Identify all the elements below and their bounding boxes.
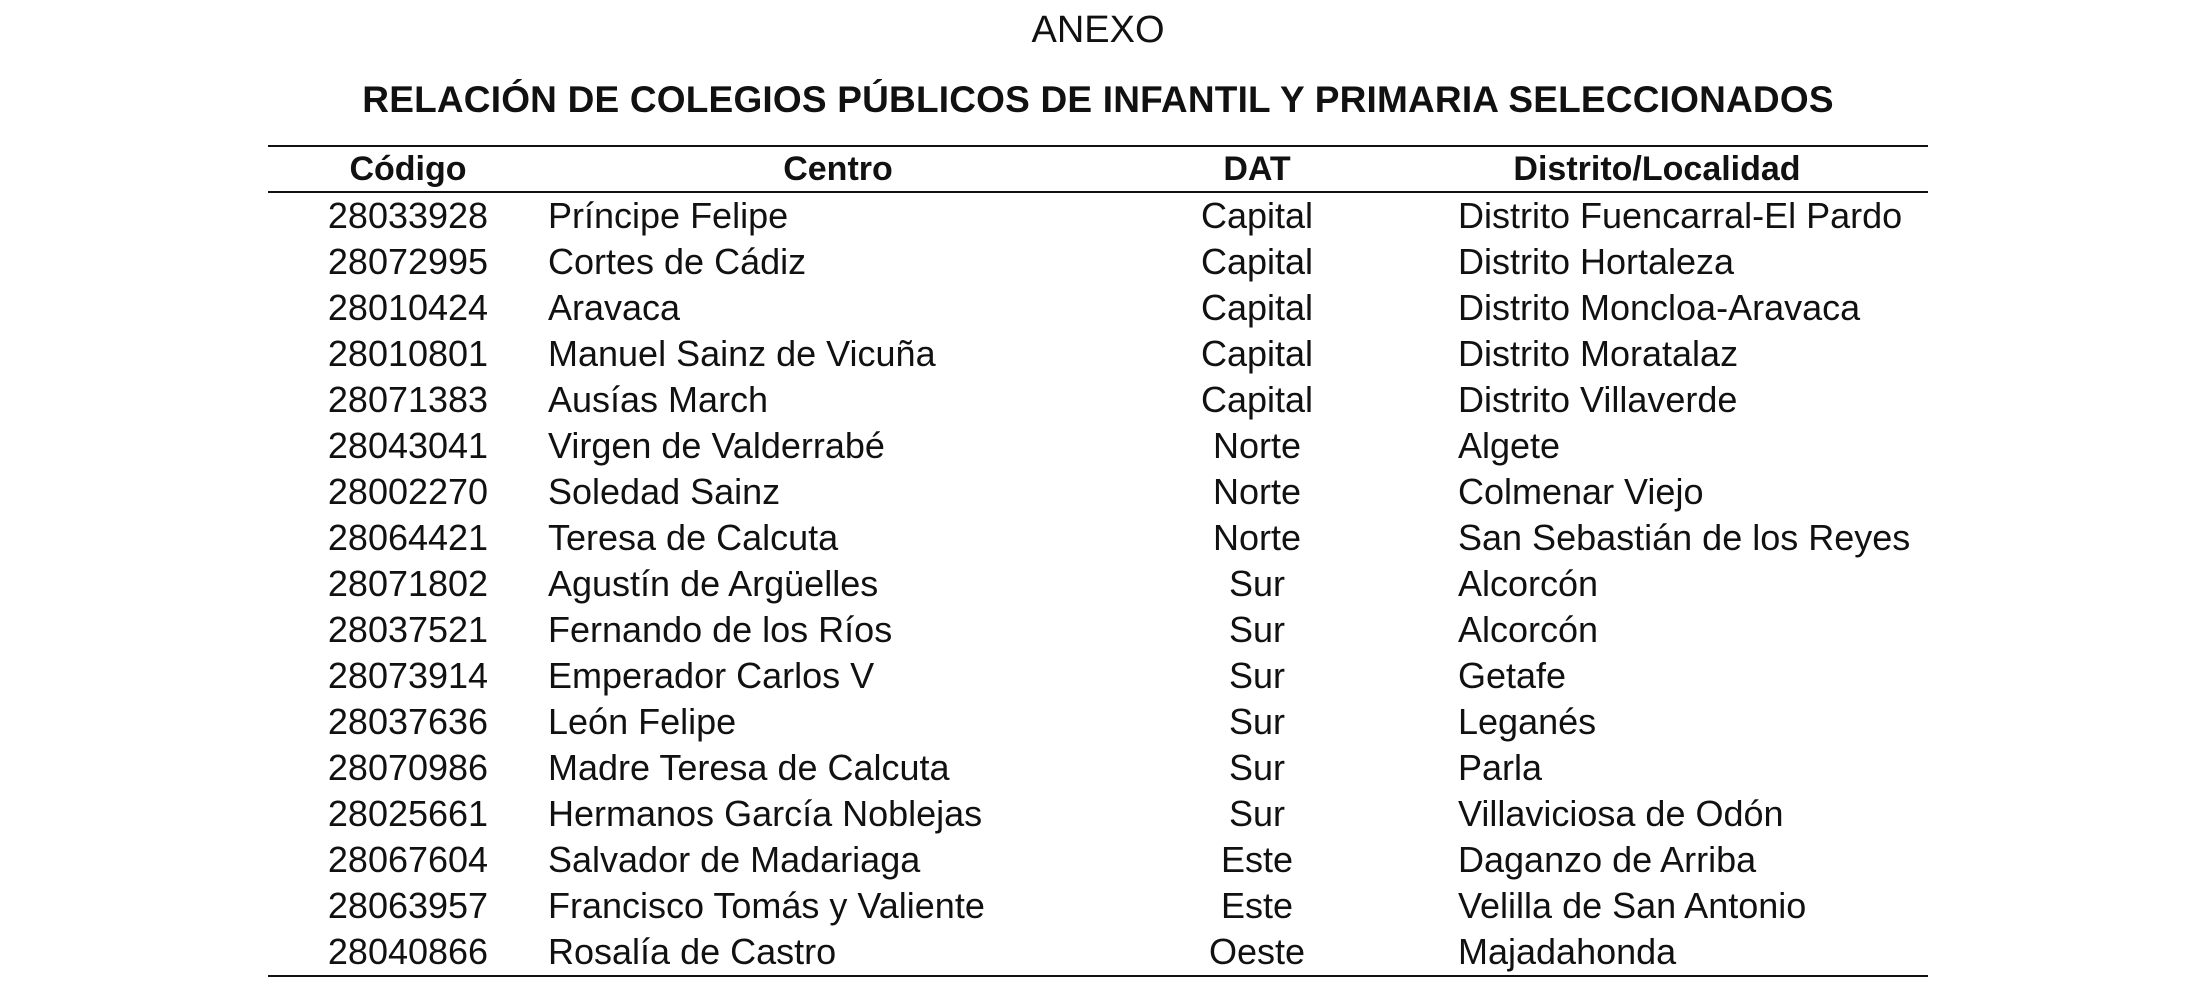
codigo-cell: 28043041 [327,425,489,466]
table-body [268,192,1928,976]
table-row [268,791,1928,837]
table-row [268,653,1928,699]
header-row [268,146,1928,192]
centro-cell: Ausías March [548,379,769,420]
table-row [268,929,1928,976]
distrito-cell: San Sebastián de los Reyes [1458,517,1911,558]
centro-cell: Hermanos García Noblejas [548,793,983,834]
distrito-cell: Colmenar Viejo [1458,471,1704,512]
header-centro: Centro [783,150,893,188]
distrito-cell: Alcorcón [1458,609,1599,650]
codigo-cell: 28033928 [327,195,489,236]
annex-label: ANEXO [1031,9,1165,51]
dat-cell: Capital [1200,333,1314,374]
distrito-cell: Parla [1458,747,1543,788]
dat-cell: Sur [1228,701,1286,742]
centro-cell: Virgen de Valderrabé [548,425,885,466]
dat-cell: Sur [1228,655,1286,696]
centro-cell: Francisco Tomás y Valiente [548,885,985,926]
table-row [268,192,1928,239]
table-row [268,469,1928,515]
table-row [268,285,1928,331]
codigo-cell: 28010424 [327,287,489,328]
dat-cell: Norte [1212,425,1302,466]
centro-cell: Salvador de Madariaga [548,839,921,880]
codigo-cell: 28037636 [327,701,489,742]
dat-cell: Capital [1200,241,1314,282]
codigo-cell: 28071383 [327,379,489,420]
dat-cell: Sur [1228,793,1286,834]
codigo-cell: 28071802 [327,563,489,604]
distrito-cell: Distrito Fuencarral-El Pardo [1458,195,1903,236]
dat-cell: Este [1220,839,1294,880]
table-row [268,239,1928,285]
table-row [268,515,1928,561]
distrito-cell: Velilla de San Antonio [1458,885,1807,926]
codigo-cell: 28010801 [327,333,489,374]
dat-cell: Sur [1228,747,1286,788]
distrito-cell: Majadahonda [1458,931,1677,972]
distrito-cell: Distrito Moncloa-Aravaca [1458,287,1861,328]
header-codigo: Código [349,150,467,188]
codigo-cell: 28037521 [327,609,489,650]
centro-cell: Madre Teresa de Calcuta [548,747,950,788]
table-row [268,607,1928,653]
table-row [268,699,1928,745]
codigo-cell: 28067604 [327,839,489,880]
centro-cell: Teresa de Calcuta [548,517,839,558]
codigo-cell: 28040866 [327,931,489,972]
table-row [268,883,1928,929]
header-dat: DAT [1223,150,1291,188]
centro-cell: Fernando de los Ríos [548,609,893,650]
header-distrito-localidad: Distrito/Localidad [1513,150,1801,188]
dat-cell: Norte [1212,471,1302,512]
codigo-cell: 28073914 [327,655,489,696]
table-row [268,561,1928,607]
distrito-cell: Distrito Villaverde [1458,379,1738,420]
table-row [268,331,1928,377]
centro-cell: Rosalía de Castro [548,931,837,972]
codigo-cell: 28070986 [327,747,489,788]
dat-cell: Capital [1200,287,1314,328]
schools-table-container [268,145,1928,977]
dat-cell: Sur [1228,609,1286,650]
distrito-cell: Algete [1458,425,1561,466]
dat-cell: Capital [1200,379,1314,420]
dat-cell: Este [1220,885,1294,926]
dat-cell: Oeste [1208,931,1306,972]
distrito-cell: Daganzo de Arriba [1458,839,1757,880]
dat-cell: Sur [1228,563,1286,604]
centro-cell: León Felipe [548,701,737,742]
codigo-cell: 28064421 [327,517,489,558]
centro-cell: Soledad Sainz [548,471,781,512]
table-row [268,837,1928,883]
centro-cell: Emperador Carlos V [548,655,875,696]
centro-cell: Agustín de Argüelles [548,563,879,604]
codigo-cell: 28002270 [327,471,489,512]
centro-cell: Aravaca [548,287,681,328]
table-header [268,146,1928,192]
centro-cell: Manuel Sainz de Vicuña [548,333,936,374]
dat-cell: Norte [1212,517,1302,558]
distrito-cell: Alcorcón [1458,563,1599,604]
distrito-cell: Distrito Hortaleza [1458,241,1735,282]
dat-cell: Capital [1200,195,1314,236]
table-row [268,423,1928,469]
codigo-cell: 28025661 [327,793,489,834]
codigo-cell: 28072995 [327,241,489,282]
distrito-cell: Distrito Moratalaz [1458,333,1739,374]
centro-cell: Cortes de Cádiz [548,241,807,282]
codigo-cell: 28063957 [327,885,489,926]
centro-cell: Príncipe Felipe [548,195,789,236]
table-row [268,745,1928,791]
document-title: RELACIÓN DE COLEGIOS PÚBLICOS DE INFANTIL Y PRIMARIA SELECCIONADOS [362,79,1834,120]
schools-table [268,145,1928,977]
distrito-cell: Leganés [1458,701,1597,742]
distrito-cell: Villaviciosa de Odón [1458,793,1784,834]
distrito-cell: Getafe [1458,655,1567,696]
table-row [268,377,1928,423]
